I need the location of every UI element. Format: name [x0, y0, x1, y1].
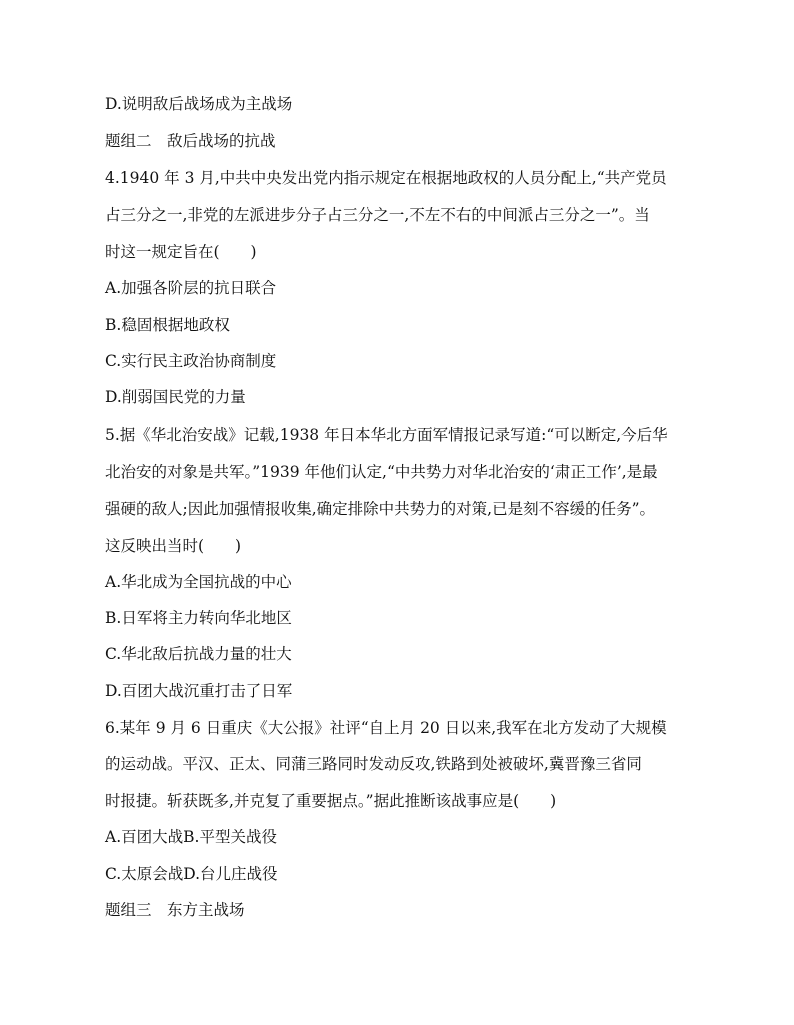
options-a-b-q6: A.百团大战B.平型关战役	[105, 828, 277, 846]
option-b-q4: B.稳固根据地政权	[105, 316, 230, 334]
option-b-q5: B.日军将主力转向华北地区	[105, 609, 292, 627]
option-a-q4: A.加强各阶层的抗日联合	[105, 279, 277, 297]
question-4-line-2: 占三分之一,非党的左派进步分子占三分之一,不左不右的中间派占三分之一”。当	[105, 206, 650, 224]
question-5-line-2: 北治安的对象是共军。”1939 年他们认定,“中共势力对华北治安的‘肃正工作’,是最	[105, 463, 658, 481]
question-4-line-3: 时这一规定旨在( )	[105, 243, 257, 261]
section-heading-3: 题组三 东方主战场	[105, 901, 245, 919]
question-5-line-3: 强硬的敌人;因此加强情报收集,确定排除中共势力的对策,已是刻不容缓的任务”。	[105, 500, 656, 518]
question-5-line-1: 5.据《华北治安战》记载,1938 年日本华北方面军情报记录写道:“可以断定,今后华	[105, 426, 668, 444]
option-c-q5: C.华北敌后抗战力量的壮大	[105, 645, 292, 663]
option-d-q3: D.说明敌后战场成为主战场	[105, 95, 293, 113]
question-5-line-4: 这反映出当时( )	[105, 537, 242, 555]
question-6-line-2: 的运动战。平汉、正太、同蒲三路同时发动反攻,铁路到处被破坏,冀晋豫三省同	[105, 755, 642, 773]
section-heading-2: 题组二 敌后战场的抗战	[105, 132, 276, 150]
option-c-q4: C.实行民主政治协商制度	[105, 352, 277, 370]
option-d-q4: D.削弱国民党的力量	[105, 388, 246, 406]
question-6-line-3: 时报捷。斩获既多,并克复了重要据点。”据此推断该战事应是( )	[105, 792, 557, 810]
question-4-line-1: 4.1940 年 3 月,中共中央发出党内指示规定在根据地政权的人员分配上,“共产党员	[105, 169, 667, 187]
option-a-q5: A.华北成为全国抗战的中心	[105, 573, 292, 591]
option-d-q5: D.百团大战沉重打击了日军	[105, 682, 293, 700]
question-6-line-1: 6.某年 9 月 6 日重庆《大公报》社评“自上月 20 日以来,我军在北方发动了大规模	[105, 719, 667, 737]
options-c-d-q6: C.太原会战D.台儿庄战役	[105, 865, 278, 883]
